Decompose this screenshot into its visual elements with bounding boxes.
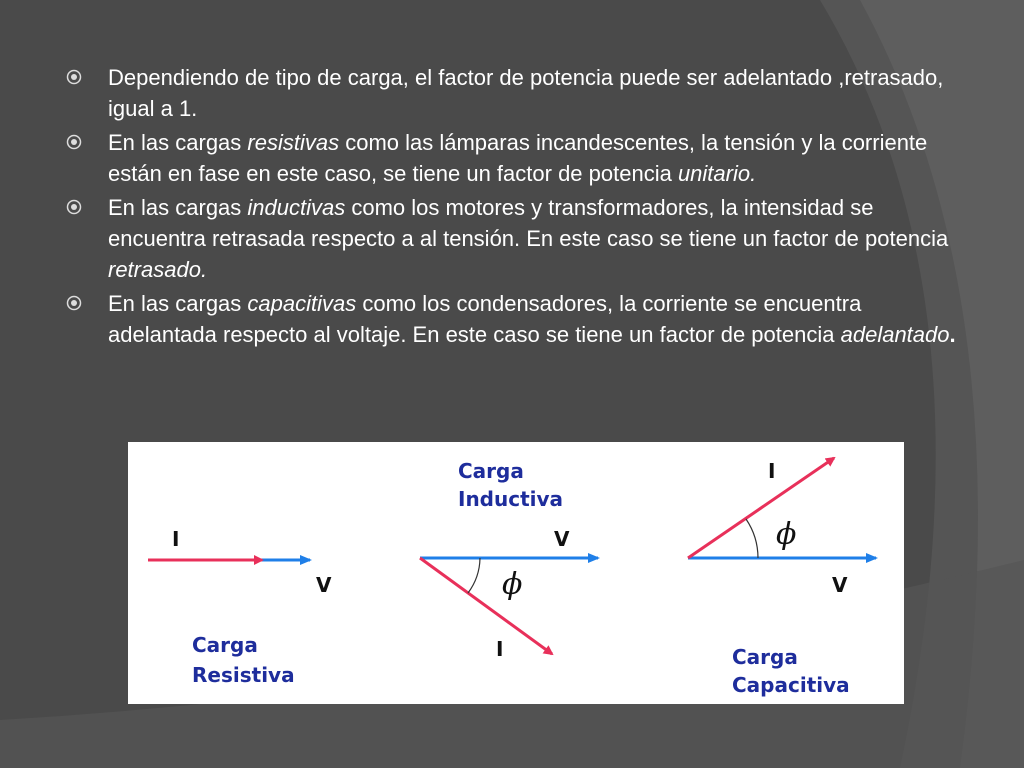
capacitive-load-diagram	[688, 458, 876, 697]
capacitive-title-line2: Capacitiva	[732, 673, 850, 697]
inductive-voltage-label: V	[554, 527, 570, 551]
inductive-current-vector	[420, 558, 552, 654]
capacitive-angle-label: ϕ	[776, 517, 797, 552]
bullet-list	[64, 62, 964, 353]
capacitive-voltage-label: V	[832, 573, 848, 597]
circle-bullet-icon	[66, 69, 82, 85]
resistive-current-label: I	[172, 527, 180, 551]
phasor-diagram-svg	[128, 442, 904, 704]
inductive-title-line1: Carga	[458, 459, 524, 483]
bullet-item: En las cargas capacitivas como los condensadores, la corriente se encuentra adelantada respecto al voltaje. En este caso se tiene un factor de potencia adelantado.	[64, 288, 964, 350]
inductive-current-label: I	[496, 637, 504, 661]
inductive-load-diagram	[420, 459, 598, 661]
inductive-title-line2: Inductiva	[458, 487, 564, 511]
bullet-item: En las cargas inductivas como los motores y transformadores, la intensidad se encuentra retrasada respecto a al tensión. En este caso se tiene un factor de potencia retrasado.	[64, 192, 964, 285]
capacitive-current-vector	[688, 458, 834, 558]
capacitive-title-line1: Carga	[732, 645, 798, 669]
capacitive-current-label: I	[768, 459, 776, 483]
bullet-item: En las cargas resistivas como las lámparas incandescentes, la tensión y la corriente están en fase en este caso, se tiene un factor de potencia unitario.	[64, 127, 964, 189]
bullet-item: Dependiendo de tipo de carga, el factor de potencia puede ser adelantado ,retrasado, igual a 1.	[64, 62, 964, 124]
capacitive-angle-arc	[746, 519, 758, 558]
phasor-diagram	[128, 442, 904, 704]
inductive-angle-arc	[468, 558, 480, 593]
resistive-title-line2: Resistiva	[192, 663, 295, 687]
resistive-voltage-label: V	[316, 573, 332, 597]
inductive-angle-label: ϕ	[502, 567, 523, 602]
circle-bullet-icon	[66, 134, 82, 150]
resistive-load-diagram	[148, 527, 332, 687]
circle-bullet-icon	[66, 199, 82, 215]
resistive-title-line1: Carga	[192, 633, 258, 657]
circle-bullet-icon	[66, 295, 82, 311]
